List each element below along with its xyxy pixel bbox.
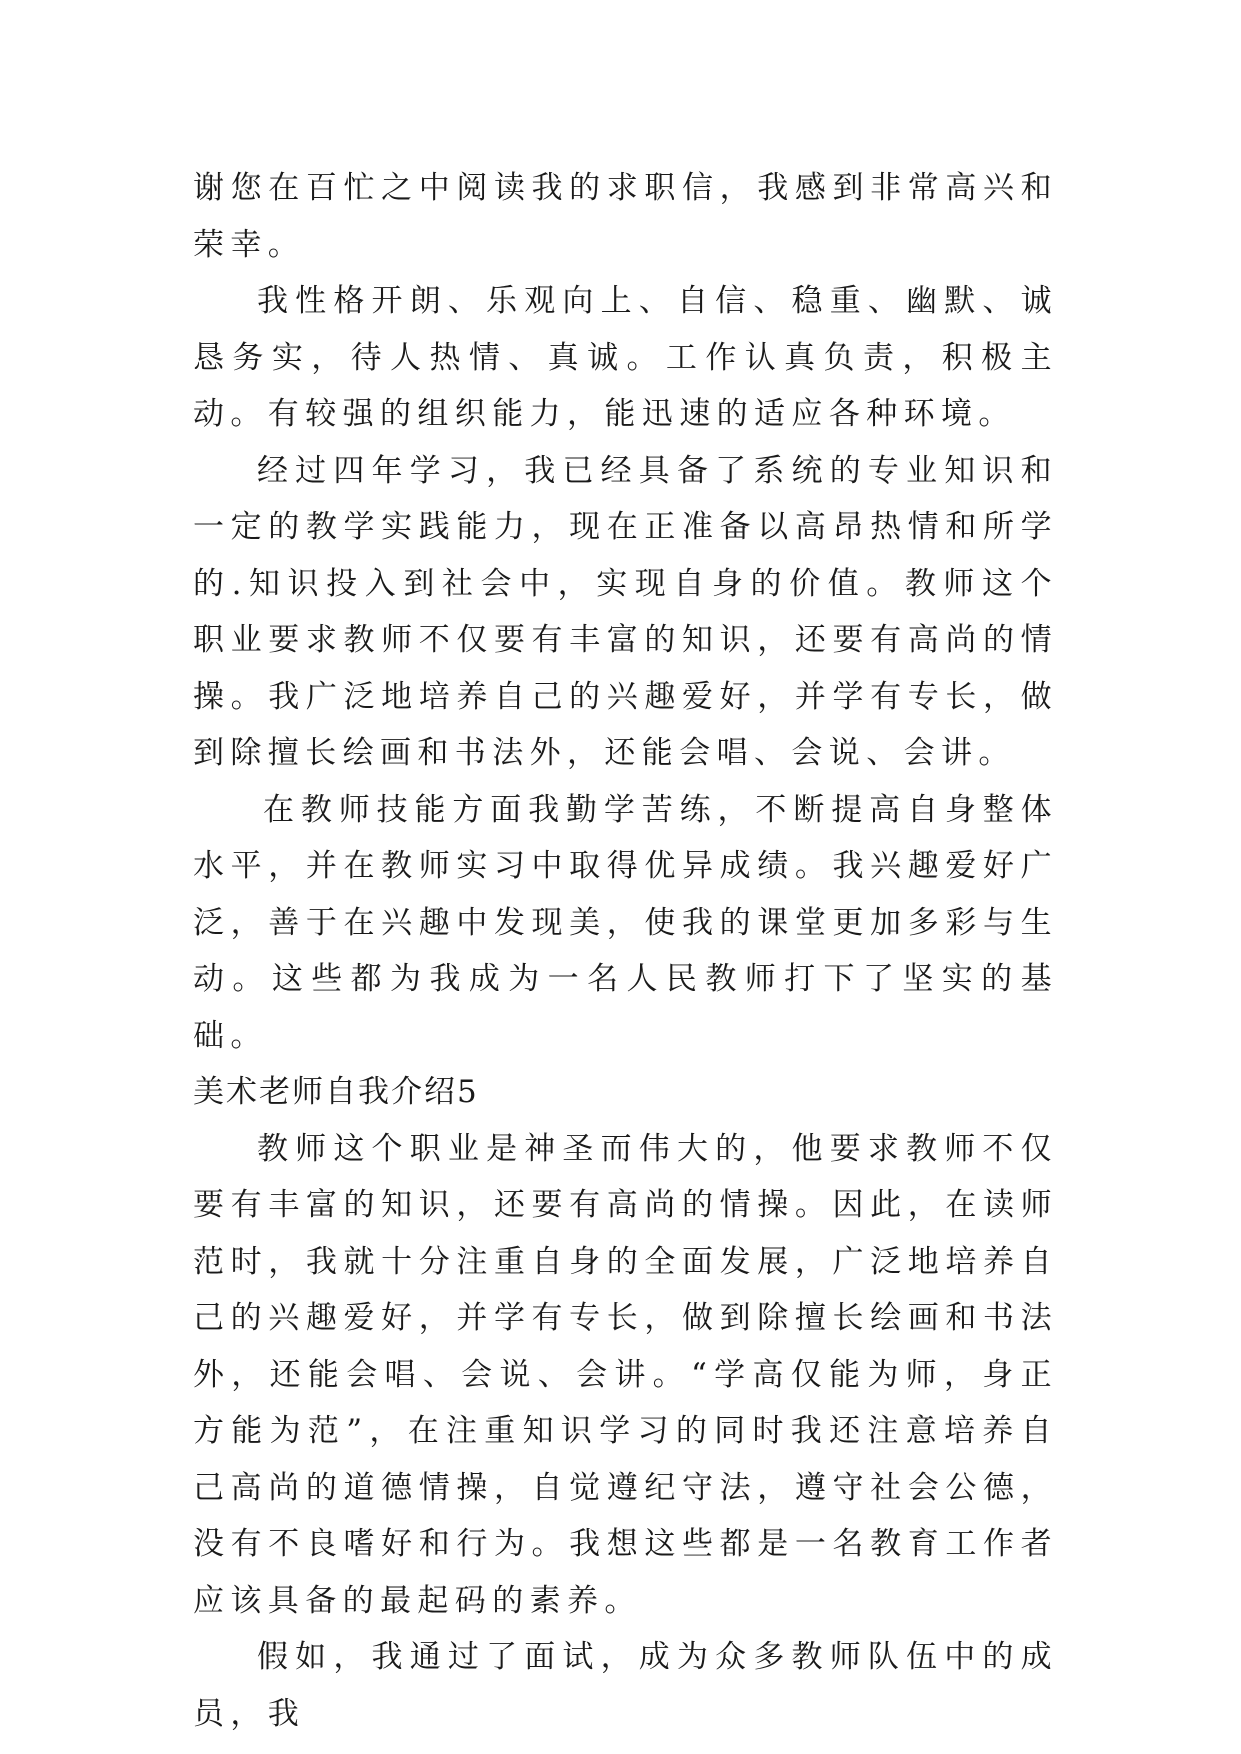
paragraph-thanks: 谢您在百忙之中阅读我的求职信，我感到非常高兴和荣幸。 <box>193 170 1058 263</box>
section-heading: 美术老师自我介绍5 <box>193 1074 479 1110</box>
paragraph-personality: 我性格开朗、乐观向上、自信、稳重、幽默、诚恳务实，待人热情、真诚。工作认真负责，积极主动。有较强的组织能力，能迅速的适应各种环境。 <box>193 283 1058 432</box>
paragraph-education: 经过四年学习，我已经具备了系统的专业知识和一定的教学实践能力，现在正准备以高昂热情和所学的.知识投入到社会中，实现自身的价值。教师这个职业要求教师不仅要有丰富的知识，还要有高尚的情操。我广泛地培养自己的兴趣爱好，并学有专长，做到除擅长绘画和书法外，还能会唱、会说、会讲。 <box>193 452 1058 771</box>
paragraph-interview: 假如，我通过了面试，成为众多教师队伍中的成员，我 <box>193 1639 1058 1732</box>
paragraph-teaching-skills: 在教师技能方面我勤学苦练，不断提高自身整体水平，并在教师实习中取得优异成绩。我兴趣爱好广泛，善于在兴趣中发现美，使我的课堂更加多彩与生动。这些都为我成为一名人民教师打下了坚实的基础。 <box>193 791 1058 1054</box>
document-body <box>193 160 1058 1742</box>
paragraph-teacher-profession: 教师这个职业是神圣而伟大的，他要求教师不仅要有丰富的知识，还要有高尚的情操。因此，在读师范时，我就十分注重自身的全面发展，广泛地培养自己的兴趣爱好，并学有专长，做到除擅长绘画和书法外，还能会唱、会说、会讲。“学高仅能为师，身正方能为范”，在注重知识学习的同时我还注意培养自己高尚的道德情操，自觉遵纪守法，遵守社会公德，没有不良嗜好和行为。我想这些都是一名教育工作者应该具备的最起码的素养。 <box>193 1130 1058 1619</box>
